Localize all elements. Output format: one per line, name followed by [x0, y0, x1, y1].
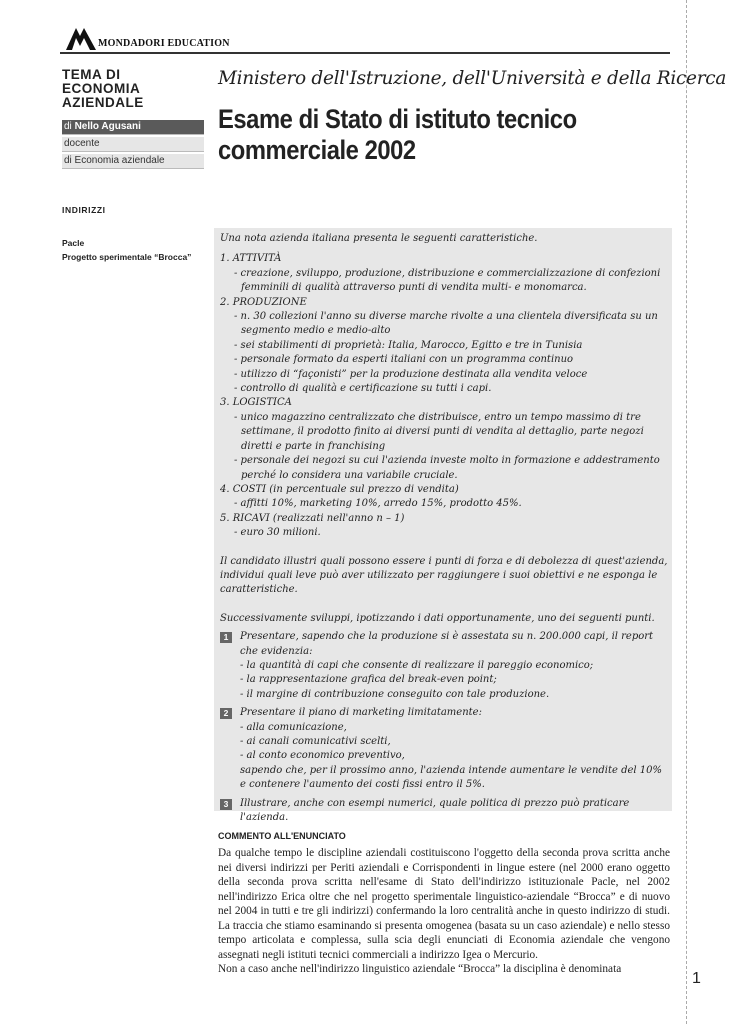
page-title: Esame di Stato di istituto tecnico commerciale 2002: [218, 104, 577, 165]
comment-body: [218, 846, 670, 977]
section-heading: 4. COSTI (in percentuale sul prezzo di vendita): [220, 483, 459, 495]
exam-intro: Una nota azienda italiana presenta le seguenti caratteristiche.: [220, 233, 538, 244]
indirizzi-heading: INDIRIZZI: [62, 205, 106, 215]
section-heading: 5. RICAVI (realizzati nell'anno n – 1): [220, 512, 405, 524]
point-item: sapendo che, per il prossimo anno, l'azienda intende aumentare le vendite del 10% e contenere l'aumento dei costi fissi entro il 5%.: [240, 764, 663, 791]
point-text: Presentare il piano di marketing limitatamente:: [240, 707, 482, 719]
section-heading: 3. LOGISTICA: [220, 397, 292, 409]
point-1: [220, 630, 668, 702]
point-item: - alla comunicazione,: [240, 721, 347, 733]
mondadori-logo-icon: [64, 26, 98, 50]
indirizzi-item: Pacle: [62, 238, 85, 248]
indirizzi-item: Progetto sperimentale “Brocca”: [62, 252, 192, 262]
topic-line: AZIENDALE: [62, 95, 144, 110]
exam-then: Successivamente sviluppi, ipotizzando i dati opportunamente, uno dei seguenti punti.: [220, 612, 655, 624]
point-3: [220, 797, 668, 826]
section-item: - personale dei negozi su cui l'azienda investe molto in formazione e addestramento perché lo considera una variabile cruciale.: [234, 455, 660, 481]
point-item: - la quantità di capi che consente di realizzare il pareggio economico;: [240, 659, 594, 671]
point-item: - il margine di contribuzione conseguito con tale produzione.: [240, 688, 550, 700]
author-row: [62, 120, 204, 135]
comment-heading: COMMENTO ALL'ENUNCIATO: [218, 831, 346, 841]
section-item: - sei stabilimenti di proprietà: Italia, Marocco, Egitto e tre in Tunisia: [234, 339, 583, 351]
topic-line: ECONOMIA: [62, 81, 141, 96]
point-text: Presentare, sapendo che la produzione si è assestata su n. 200.000 capi, il report che evidenzia:: [240, 631, 654, 657]
section-item: - utilizzo di “façonisti” per la produzione destinata alla vendita veloce: [234, 368, 588, 380]
topic-line: TEMA DI: [62, 67, 121, 82]
comment-paragraph: Non a caso anche nell'indirizzo linguistico aziendale “Brocca” la disciplina è denominata: [218, 963, 622, 975]
author-prefix: di: [64, 121, 72, 132]
brand-name: MONDADORI EDUCATION: [98, 38, 230, 49]
section-heading: 2. PRODUZIONE: [220, 296, 307, 308]
point-number-badge: 3: [220, 799, 232, 810]
point-item: - la rappresentazione grafica del break-even point;: [240, 674, 497, 686]
section-item: - n. 30 collezioni l'anno su diverse marche rivolte a una clientela diversificata su un segmento medio e medio-alto: [234, 311, 658, 337]
point-item: - ai canali comunicativi scelti,: [240, 736, 391, 747]
indirizzi-list: [62, 236, 191, 264]
point-number-badge: 1: [220, 632, 232, 643]
section-item: - personale formato da esperti italiani con un programma continuo: [234, 354, 574, 366]
author-block: [62, 120, 204, 171]
ministry-heading: Ministero dell'Istruzione, dell'Università e della Ricerca: [218, 68, 727, 89]
point-text: Illustrare, anche con esempi numerici, quale politica di prezzo può praticare l'azienda.: [240, 797, 630, 824]
point-2: [220, 706, 668, 792]
author-name: Nello Agusani: [74, 121, 141, 132]
comment-paragraph: Da qualche tempo le discipline aziendali costituiscono l'oggetto della seconda prova scritta anche nei diversi indirizzi per Periti aziendali e Corrispondenti in lingue estere (nel 2000 erano oggetto della seconda prova scritta nell'esame di Stato dell'indirizzo istituzionale Pacle, nel 2002 nell'indirizzo Erica oltre che nel progetto sperimentale linguistico-aziendale “Brocca” e di nuovo nel 2004 in tutti e tre gli indirizzi) confermando la loro centralità anche in questo indirizzo di studi. La traccia che stiamo esaminando si presenta omogenea (basata su un caso aziendale) e nello stesso tempo articolata e complessa, sulla scia degli enunciati di Economia aziendale che vengono assegnati negli istituti tecnici commerciali a indirizzo Igea o Mercurio.: [218, 847, 670, 961]
page-number: 1: [692, 970, 701, 987]
section-item: - unico magazzino centralizzato che distribuisce, entro un tempo massimo di tre settimane, il prodotto finito ai diversi punti di vendita al dettaglio, parte negozi diretti e parte in franchising: [234, 411, 644, 452]
section-item: - euro 30 milioni.: [234, 527, 321, 539]
page-edge-dashed-line: [686, 0, 687, 1024]
exam-task: Il candidato illustri quali possono essere i punti di forza e di debolezza di quest'azienda, individui quali leve può aver utilizzato per raggiungere i suoi obiettivi e ne esponga le caratteristiche.: [220, 555, 668, 596]
section-item: - affitti 10%, marketing 10%, arredo 15%, prodotto 45%.: [234, 498, 522, 510]
topic-heading: [62, 68, 212, 110]
section-item: - controllo di qualità e certificazione su tutti i capi.: [234, 383, 492, 395]
point-item: - al conto economico preventivo,: [240, 750, 405, 762]
section-item: - creazione, sviluppo, produzione, distribuzione e commercializzazione di confezioni femminili di qualità attraverso punti di vendita multi- e monomarca.: [234, 267, 661, 294]
author-role: docente: [62, 137, 204, 152]
exam-text-box: [214, 228, 672, 824]
point-number-badge: 2: [220, 708, 232, 719]
author-subject: di Economia aziendale: [62, 154, 204, 169]
section-heading: 1. ATTIVITÀ: [220, 253, 282, 265]
page-header: [60, 26, 670, 54]
